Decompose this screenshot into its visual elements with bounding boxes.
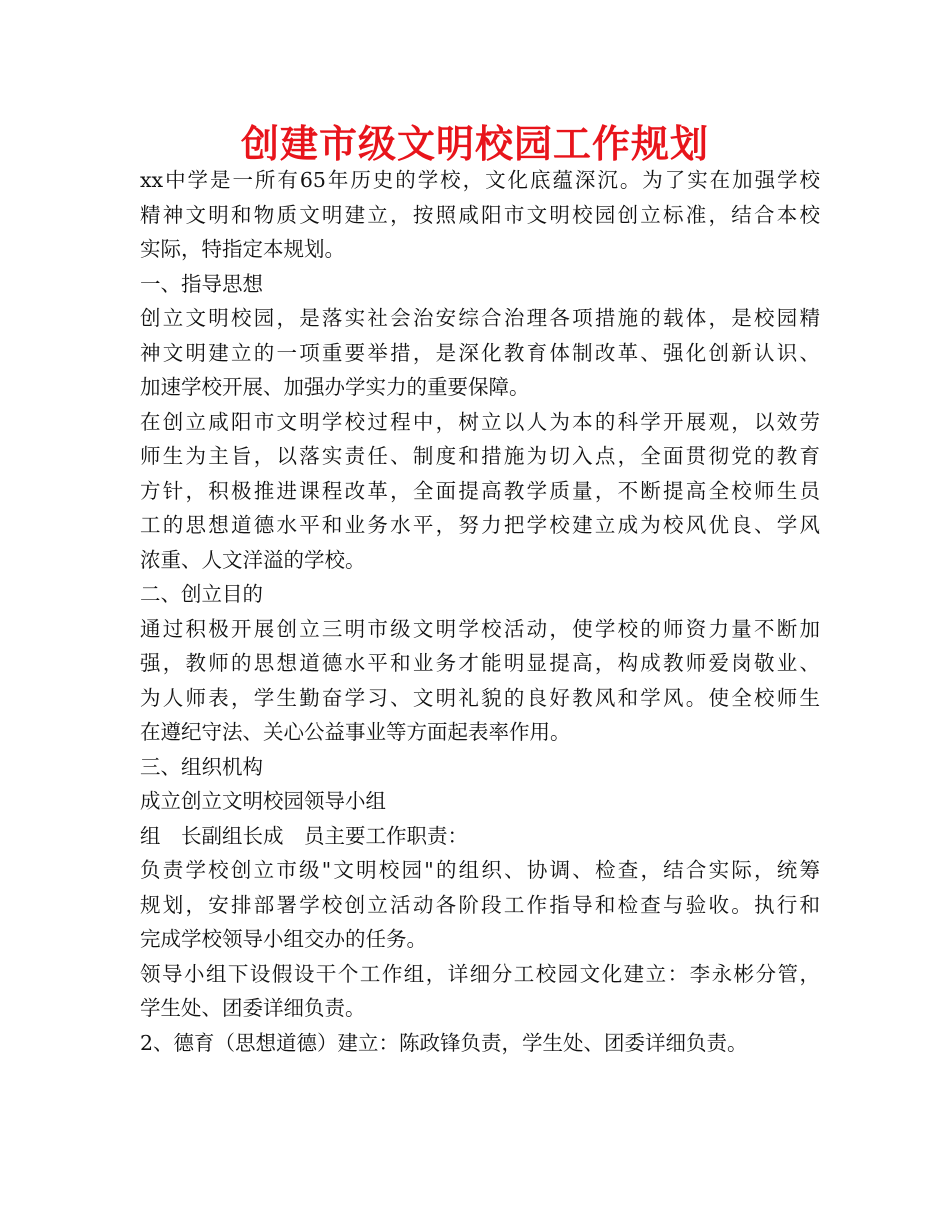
text-line: 规划，安排部署学校创立活动各阶段工作指导和检查与验收。执行和 [140,892,820,917]
text-line: 加速学校开展、加强办学实力的重要保障。 [140,375,530,399]
text-line: 领导小组下设假设干个工作组，详细分工校园文化建立：李永彬分管， [140,961,820,986]
text-line: 组 长副组长成 员主要工作职责： [140,823,468,848]
text-line: 师生为主旨，以落实责任、制度和措施为切入点，全面贯彻党的教育 [140,444,820,468]
document-body [140,163,820,1060]
section-heading: 三、组织机构 [140,754,263,779]
text-line: xx中学是一所有65年历史的学校，文化底蕴深沉。为了实在加强学校 [140,168,820,192]
text-line: 在遵纪守法、关心公益事业等方面起表率作用。 [140,720,571,744]
text-line: 神文明建立的一项重要举措，是深化教育体制改革、强化创新认识、 [140,340,820,365]
text-line: 2、德育（思想道德）建立：陈政锋负责，学生处、团委详细负责。 [140,1030,748,1055]
text-line: 学生处、团委详细负责。 [140,996,366,1020]
text-line: 创立文明校园，是落实社会治安综合治理各项措施的载体，是校园精 [140,306,820,330]
section-heading: 二、创立目的 [140,582,263,606]
text-line: 方针，积极推进课程改革，全面提高教学质量，不断提高全校师生员 [140,478,820,503]
text-line: 为人师表，学生勤奋学习、文明礼貌的良好教风和学风。使全校师生 [140,685,820,710]
text-line: 精神文明和物质文明建立，按照咸阳市文明校园创立标准，结合本校 [140,202,820,227]
text-line: 负责学校创立市级"文明校园"的组织、协调、检查，结合实际，统筹 [140,858,820,882]
text-line: 在创立咸阳市文明学校过程中，树立以人为本的科学开展观，以效劳 [140,409,820,434]
text-line: 强，教师的思想道德水平和业务才能明显提高，构成教师爱岗敬业、 [140,651,820,675]
text-line: 实际，特指定本规划。 [140,237,345,261]
section-heading: 一、指导思想 [140,271,263,296]
document-title: 创建市级文明校园工作规划 [240,122,709,166]
text-line: 工的思想道德水平和业务水平，努力把学校建立成为校风优良、学风 [140,513,820,537]
text-line: 浓重、人文洋溢的学校。 [140,547,366,572]
text-line: 通过积极开展创立三明市级文明学校活动，使学校的师资力量不断加 [140,616,820,641]
text-line: 成立创立文明校园领导小组 [140,789,386,813]
text-line: 完成学校领导小组交办的任务。 [140,927,427,951]
